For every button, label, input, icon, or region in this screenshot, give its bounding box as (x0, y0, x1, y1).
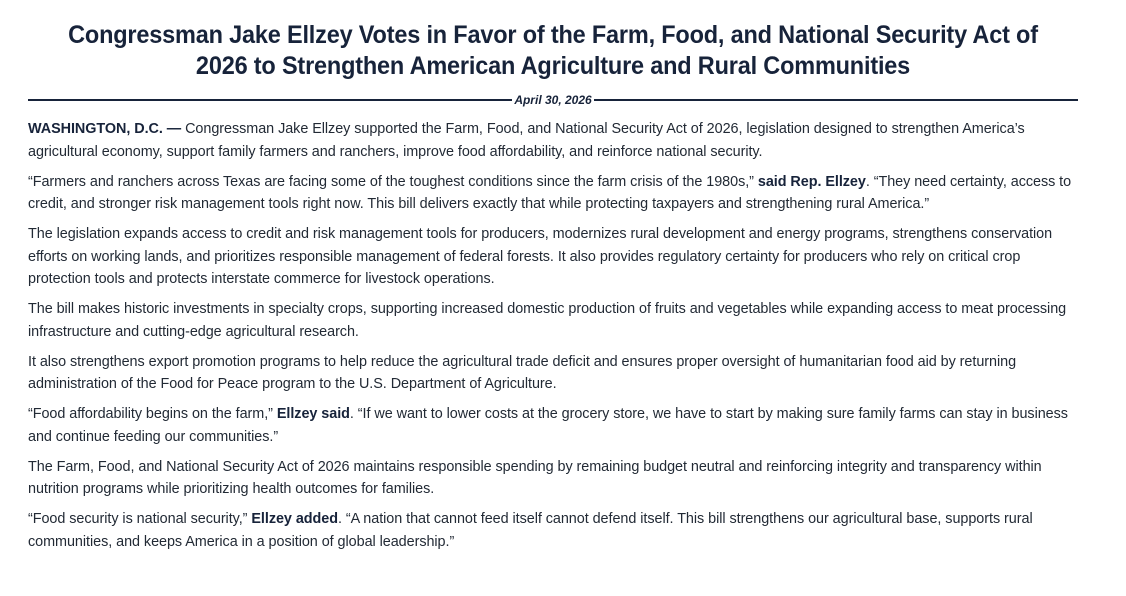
dateline: WASHINGTON, D.C. — (28, 121, 182, 137)
paragraph-intro-text: Congressman Jake Ellzey supported the Farm, Food, and National Security Act of 2026, legislation designed to strengthen America’s agricultural economy, support family farmers and ranchers, improve food affordability, and reinforce national security. (28, 121, 1025, 160)
paragraph-legislation: The legislation expands access to credit and risk management tools for producers, modernizes rural development and energy programs, strengthens conservation efforts on working lands, and prioritizes responsible management of federal forests. It also provides regulatory certainty for producers who rely on critical crop protection tools and protects interstate commerce for livestock operations. (28, 226, 1053, 287)
divider-line-right (594, 99, 1078, 101)
quote-text-start: “Food affordability begins on the farm,” (28, 406, 277, 422)
quote-text-end: . “A nation that cannot feed itself cannot defend itself. This bill strengthens our agricultural base, supports rural communities, and keeps America in a position of global leadership.” (28, 511, 1033, 550)
quote-text-start: “Food security is national security,” (28, 511, 252, 527)
quote-attribution: Ellzey said (276, 406, 350, 422)
press-release-article (28, 20, 1078, 561)
quote-attribution: Ellzey added (251, 511, 338, 527)
paragraph-specialty-crops: The bill makes historic investments in specialty crops, supporting increased domestic production of fruits and vegetables while expanding access to meat processing infrastructure and cutting-edge agricultural research. (28, 301, 1067, 340)
divider-line-left (28, 99, 512, 101)
article-body (28, 118, 1078, 553)
press-release-headline: Congressman Jake Ellzey Votes in Favor of the Farm, Food, and National Security Act of 2026 to Strengthen American Agriculture and Rural Communities (68, 21, 1038, 80)
quote-attribution: said Rep. Ellzey (757, 173, 866, 190)
paragraph-spending: The Farm, Food, and National Security Act of 2026 maintains responsible spending by remaining budget neutral and reinforcing integrity and transparency within nutrition programs while prioritizing health outcomes for families. (28, 458, 1042, 497)
paragraph-intro (28, 118, 1078, 163)
quote-text-end: . “If we want to lower costs at the grocery store, we have to start by making sure family farms can stay in business and continue feeding our communities.” (28, 406, 1068, 445)
paragraph-export-promotion: It also strengthens export promotion programs to help reduce the agricultural trade deficit and ensures proper oversight of humanitarian food aid by returning administration of the Food for Peace program to the U.S. Department of Agriculture. (28, 353, 1017, 392)
paragraph-quote-farmers (28, 171, 1078, 216)
quote-text-start: “Farmers and ranchers across Texas are facing some of the toughest conditions since the farm crisis of the 1980s,” (28, 173, 758, 190)
publish-date: April 30, 2026 (514, 93, 592, 107)
paragraph-quote-security (28, 508, 1078, 553)
paragraph-quote-affordability (28, 403, 1078, 448)
date-divider (28, 92, 1078, 108)
quote-text-end: . “They need certainty, access to credit, and stronger risk management tools right now. This bill delivers exactly that while protecting taxpayers and strengthening rural America.” (28, 173, 1072, 212)
